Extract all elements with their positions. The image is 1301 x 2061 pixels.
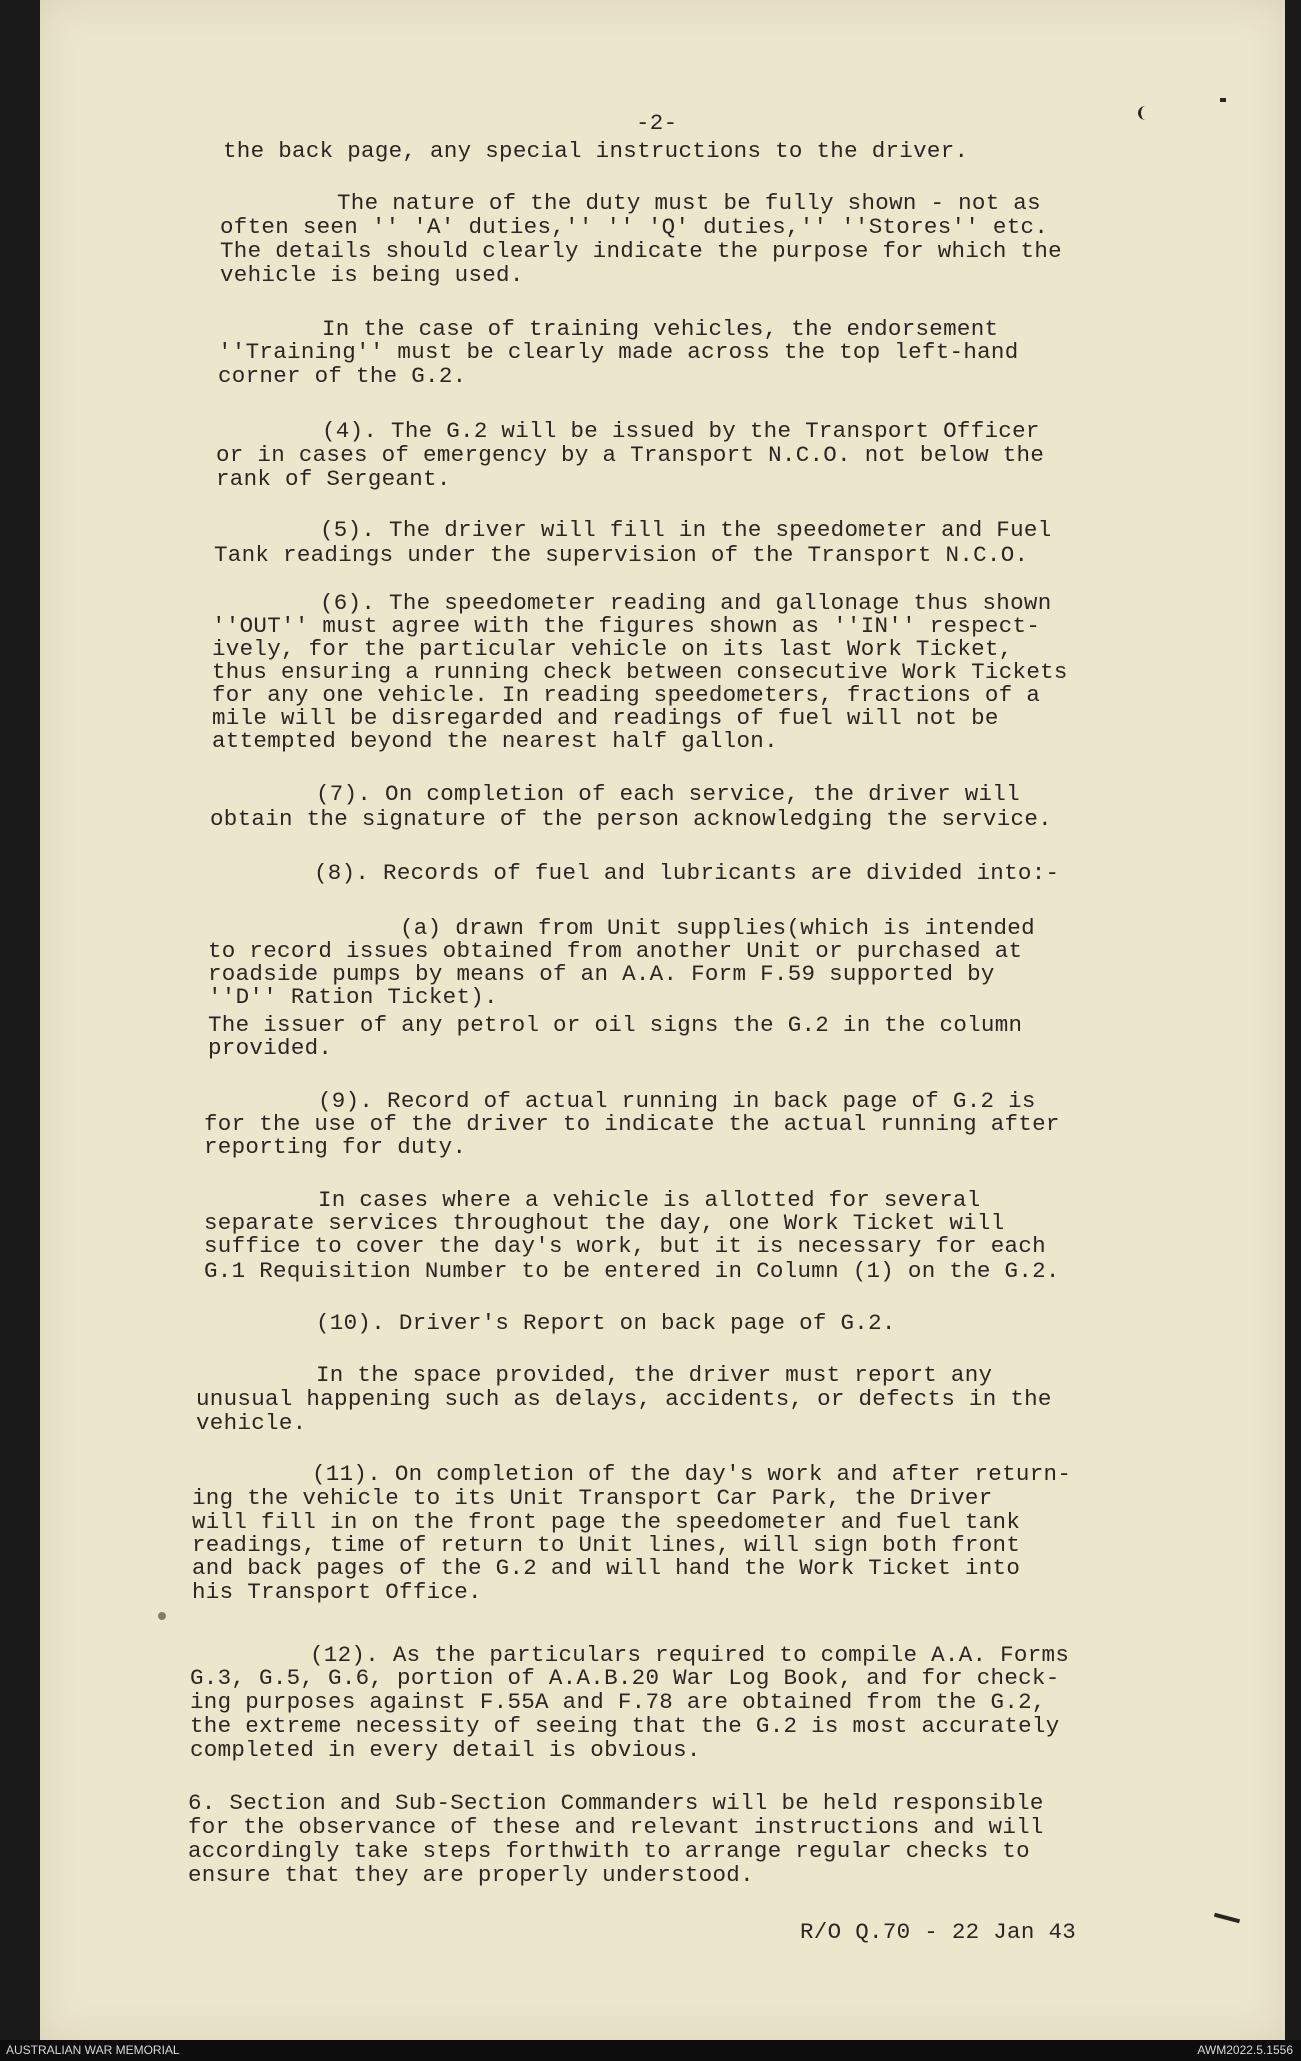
text-line: ing purposes against F.55A and F.78 are obtained from the G.2, [190,1689,1046,1715]
text-line: roadside pumps by means of an A.A. Form F.59 supported by [208,961,995,987]
text-line: ''D'' Ration Ticket). [208,984,498,1010]
text-line: G.3, G.5, G.6, portion of A.A.B.20 War Log Book, and for check- [190,1665,1060,1691]
text-line: In cases where a vehicle is allotted for several [318,1187,981,1213]
footer-source: AUSTRALIAN WAR MEMORIAL [6,2043,180,2057]
text-line: rank of Sergeant. [216,466,451,492]
text-line: the extreme necessity of seeing that the G.2 is most accurately [190,1713,1060,1739]
text-line: 6. Section and Sub-Section Commanders will be held responsible [188,1790,1044,1816]
text-line: separate services throughout the day, one Work Ticket will [204,1210,1005,1236]
text-line: ively, for the particular vehicle on its last Work Ticket, [212,636,1013,662]
text-line: (8). Records of fuel and lubricants are divided into:- [314,860,1060,886]
text-line: In the case of training vehicles, the endorsement [322,316,999,342]
text-line: completed in every detail is obvious. [190,1737,701,1763]
text-line: (a) drawn from Unit supplies(which is intended [400,915,1035,941]
text-line: ''Training'' must be clearly made across the top left-hand [218,339,1019,365]
text-line: (9). Record of actual running in back page of G.2 is [318,1088,1036,1114]
ink-mark [1138,106,1153,120]
text-line: for the use of the driver to indicate the actual running after [204,1111,1060,1137]
text-line: vehicle. [196,1410,307,1436]
ink-spot [158,1612,166,1620]
text-line: (11). On completion of the day's work and after return- [312,1461,1072,1487]
footer-bar [0,2040,1301,2061]
reference-line: R/O Q.70 - 22 Jan 43 [800,1919,1077,1945]
text-line: mile will be disregarded and readings of fuel will not be [212,705,999,731]
text-line: (4). The G.2 will be issued by the Transport Officer [322,418,1040,444]
text-line: In the space provided, the driver must report any [316,1362,993,1388]
text-line: or in cases of emergency by a Transport N.C.O. not below the [216,442,1045,468]
text-line: often seen '' 'A' duties,'' '' 'Q' duties,'' ''Stores'' etc. [220,214,1049,240]
text-line: vehicle is being used. [220,262,524,288]
ink-mark [1214,1913,1240,1924]
text-line: thus ensuring a running check between consecutive Work Tickets [212,659,1068,685]
text-line: accordingly take steps forthwith to arrange regular checks to [188,1838,1030,1864]
text-line: provided. [208,1035,333,1061]
text-line: the back page, any special instructions to the driver. [223,138,969,164]
text-line: his Transport Office. [192,1579,482,1605]
text-line: for the observance of these and relevant instructions and will [188,1814,1044,1840]
document-page [40,0,1285,2040]
text-line: to record issues obtained from another Unit or purchased at [208,938,1023,964]
footer-id: AWM2022.5.1556 [1197,2043,1293,2057]
text-line: ing the vehicle to its Unit Transport Car Park, the Driver [192,1485,993,1511]
text-line: (6). The speedometer reading and gallonage thus shown [320,590,1052,616]
text-line: The issuer of any petrol or oil signs the G.2 in the column [208,1012,1023,1038]
text-line: will fill in on the front page the speedometer and fuel tank [192,1509,1021,1535]
text-line: (5). The driver will fill in the speedometer and Fuel [320,517,1052,543]
text-line: corner of the G.2. [218,363,467,389]
ink-mark [1220,98,1226,102]
text-line: ''OUT'' must agree with the figures shown as ''IN'' respect- [212,613,1041,639]
text-line: obtain the signature of the person acknowledging the service. [210,806,1052,832]
text-line: G.1 Requisition Number to be entered in Column (1) on the G.2. [204,1258,1060,1284]
text-line: (12). As the particulars required to compile A.A. Forms [310,1642,1070,1668]
text-line: The details should clearly indicate the purpose for which the [220,238,1062,264]
text-line: reporting for duty. [204,1134,467,1160]
text-line: attempted beyond the nearest half gallon. [212,728,778,754]
text-line: ensure that they are properly understood. [188,1862,754,1888]
text-line: for any one vehicle. In reading speedometers, fractions of a [212,682,1041,708]
text-line: Tank readings under the supervision of the Transport N.C.O. [214,542,1029,568]
text-line: (10). Driver's Report on back page of G.2. [316,1310,896,1336]
page-number: -2- [636,110,678,136]
text-line: and back pages of the G.2 and will hand the Work Ticket into [192,1555,1021,1581]
text-line: unusual happening such as delays, accidents, or defects in the [196,1386,1052,1412]
text-line: suffice to cover the day's work, but it is necessary for each [204,1233,1046,1259]
text-line: The nature of the duty must be fully shown - not as [337,190,1041,216]
text-line: readings, time of return to Unit lines, will sign both front [192,1532,1021,1558]
text-line: (7). On completion of each service, the driver will [316,781,1020,807]
